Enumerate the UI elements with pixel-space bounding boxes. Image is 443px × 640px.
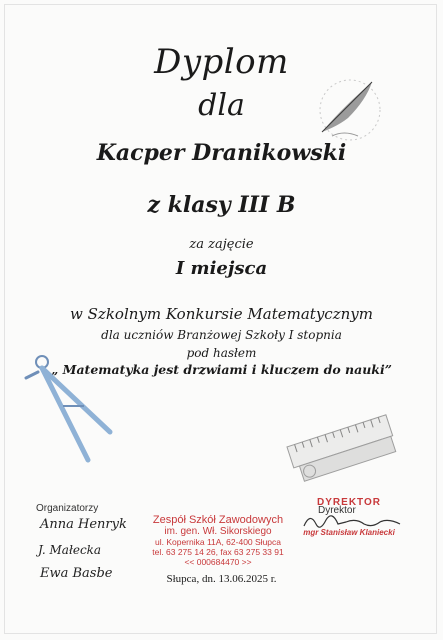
organizer-signature: Anna Henryk [40, 517, 127, 532]
school-stamp-line: ul. Kopernika 11A, 62-400 Słupca [154, 537, 281, 547]
award-place: I miejsca [175, 258, 268, 279]
director-stamp-name: mgr Stanisław Klaniecki [303, 528, 395, 537]
for-activity: za zajęcie [189, 237, 254, 252]
organizer-signature: J. Małecka [38, 543, 102, 557]
school-stamp-line: tel. 63 275 14 26, fax 63 275 33 91 [152, 547, 284, 557]
school-stamp-line: im. gen. Wł. Sikorskiego [164, 526, 272, 537]
diploma-title: Dyplom [154, 42, 289, 82]
audience: dla uczniów Branżowej Szkoły I stopnia [101, 328, 342, 342]
director-stamp-title: DYREKTOR [317, 497, 381, 508]
place-and-date: Słupca, dn. 13.06.2025 r. [166, 573, 277, 585]
motto: „ Matematyka jest drzwiami i kluczem do nauki” [51, 362, 392, 377]
for-word: dla [198, 88, 245, 123]
school-stamp-line: << 000684470 >> [184, 557, 252, 567]
school-stamp-line: Zespół Szkół Zawodowych [152, 514, 284, 526]
organizers-label: Organizatorzy [36, 503, 99, 514]
recipient-name: Kacper Dranikowski [96, 140, 347, 166]
ruler-icon [282, 408, 402, 488]
recipient-class: z klasy III B [147, 192, 296, 218]
motto-intro: pod hasłem [186, 346, 257, 360]
school-stamp [148, 514, 288, 567]
director-label: Dyrektor [318, 505, 356, 516]
compass-icon [18, 348, 118, 468]
competition-name: w Szkolnym Konkursie Matematycznym [70, 305, 373, 323]
organizer-signature: Ewa Basbe [40, 566, 113, 581]
director-signature-icon [300, 506, 404, 536]
